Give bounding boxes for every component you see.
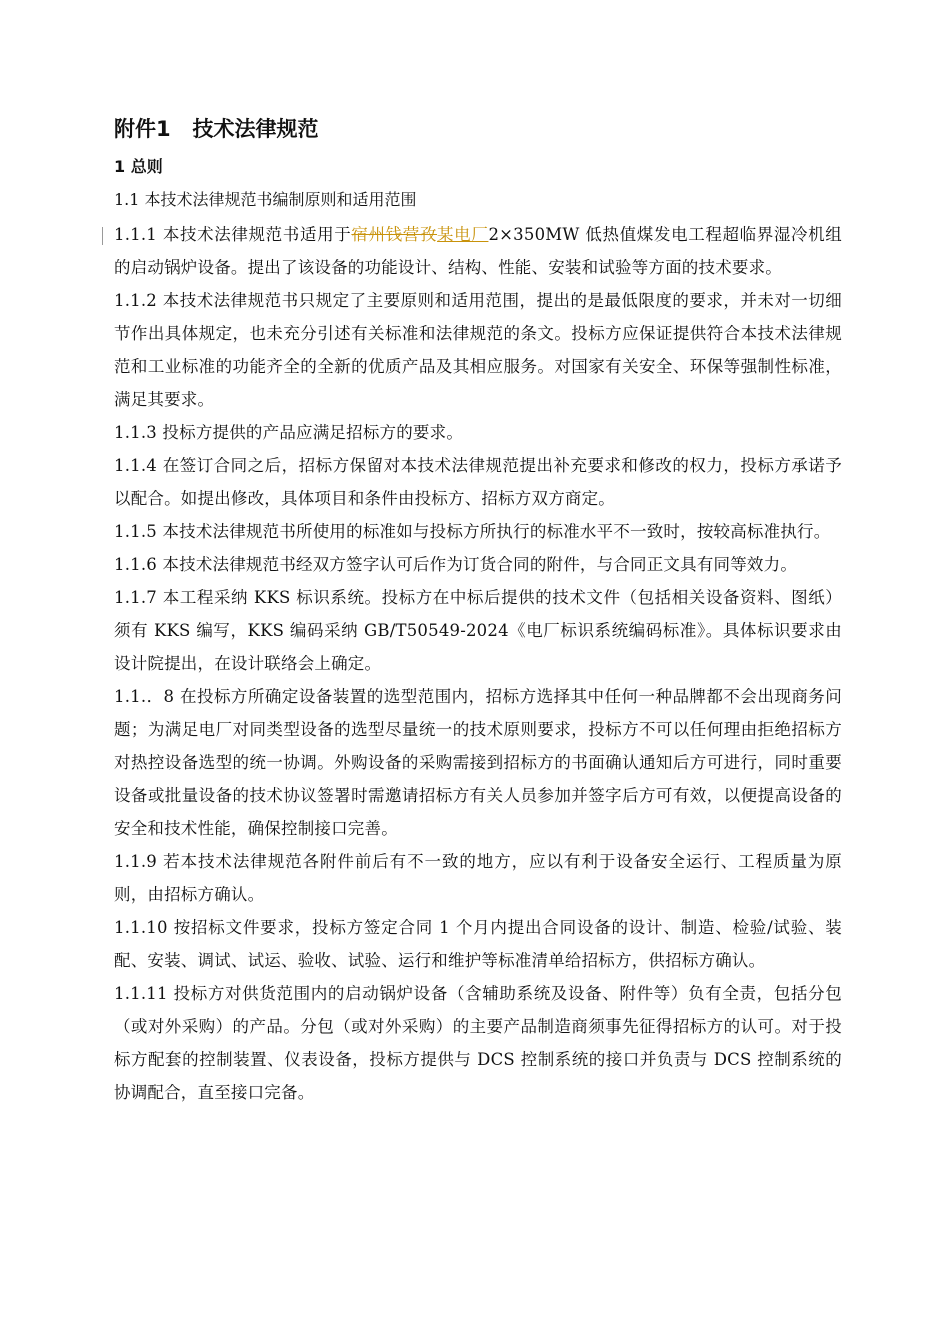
paragraph-1-1-1-prefix: 1.1.1 本技术法律规范书适用于 <box>114 225 352 244</box>
paragraph-1-1-7: 1.1.7 本工程采纳 KKS 标识系统。投标方在中标后提供的技术文件（包括相关设备资料、图纸）须有 KKS 编写，KKS 编码采纳 GB/T50549-2024《电厂标识系统编码标准》。具体标识要求由设计院提出，在设计联络会上确定。 <box>114 588 842 673</box>
paragraph-1-1-6: 1.1.6 本技术法律规范书经双方签字认可后作为订货合同的附件，与合同正文具有同等效力。 <box>114 555 798 574</box>
paragraph-1-1-4: 1.1.4 在签订合同之后，招标方保留对本技术法律规范提出补充要求和修改的权力，投标方承诺予以配合。如提出修改，具体项目和条件由投标方、招标方双方商定。 <box>114 456 842 508</box>
tracked-insertion: 某电厂 <box>437 225 489 244</box>
section-heading: 1 总则 <box>114 157 163 176</box>
tracked-deletion: 宿州钱营孜 <box>351 225 438 244</box>
paragraph-1-1-1-suffix: 2×350MW 低热值煤发电工程超临界湿冷机组的启动锅炉设备。提出了该设备的功能设计、结构、性能、安装和试验等方面的技术要求。 <box>114 225 842 277</box>
document-title: 附件1 技术法律规范 <box>114 117 319 141</box>
paragraph-1-1-3: 1.1.3 投标方提供的产品应满足招标方的要求。 <box>114 423 464 442</box>
revision-change-bar <box>102 227 103 245</box>
paragraph-1-1-9: 1.1.9 若本技术法律规范各附件前后有不一致的地方，应以有利于设备安全运行、工程质量为原则，由招标方确认。 <box>114 852 842 904</box>
document-page <box>114 112 842 1109</box>
paragraph-1-1-5: 1.1.5 本技术法律规范书所使用的标准如与投标方所执行的标准水平不一致时，按较高标准执行。 <box>114 522 831 541</box>
subsection-heading: 1.1 本技术法律规范书编制原则和适用范围 <box>114 190 417 209</box>
paragraph-1-1-1 <box>114 218 842 284</box>
paragraph-1-1-2: 1.1.2 本技术法律规范书只规定了主要原则和适用范围，提出的是最低限度的要求，并未对一切细节作出具体规定，也未充分引述有关标准和法律规范的条文。投标方应保证提供符合本技术法律规范和工业标准的功能齐全的全新的优质产品及其相应服务。对国家有关安全、环保等强制性标准，满足其要求。 <box>114 291 842 409</box>
paragraph-1-1-11: 1.1.11 投标方对供货范围内的启动锅炉设备（含辅助系统及设备、附件等）负有全责，包括分包（或对外采购）的产品。分包（或对外采购）的主要产品制造商须事先征得招标方的认可。对于投标方配套的控制装置、仪表设备，投标方提供与 DCS 控制系统的接口并负责与 DCS 控制系统的协调配合，直至接口完备。 <box>114 984 842 1102</box>
paragraph-1-1-8: 1.1.．8 在投标方所确定设备装置的选型范围内，招标方选择其中任何一种品牌都不会出现商务问题；为满足电厂对同类型设备的选型尽量统一的技术原则要求，投标方不可以任何理由拒绝招标方对热控设备选型的统一协调。外购设备的采购需接到招标方的书面确认通知后方可进行，同时重要设备或批量设备的技术协议签署时需邀请招标方有关人员参加并签字后方可有效，以便提高设备的安全和技术性能，确保控制接口完善。 <box>114 687 842 838</box>
paragraph-1-1-10: 1.1.10 按招标文件要求，投标方签定合同 1 个月内提出合同设备的设计、制造、检验/试验、装配、安装、调试、试运、验收、试验、运行和维护等标准清单给招标方，供招标方确认。 <box>114 918 842 970</box>
